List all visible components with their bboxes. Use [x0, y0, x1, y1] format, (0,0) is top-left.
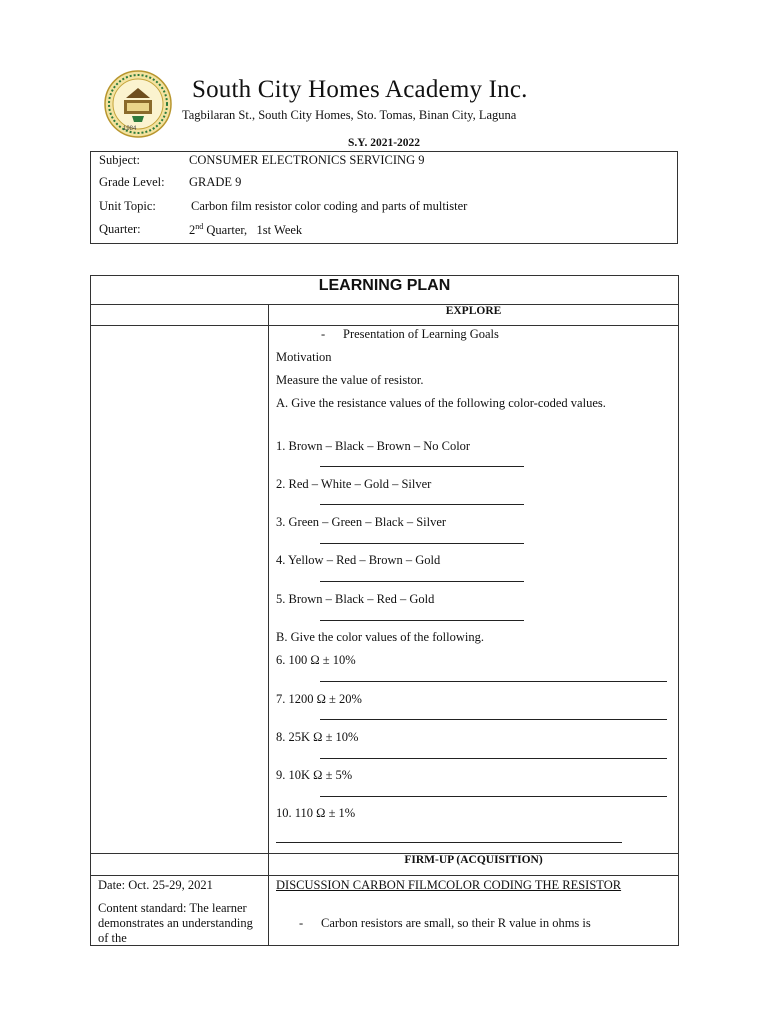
question-10: 10. 110 Ω ± 1% [276, 806, 356, 820]
lesson-date: Date: Oct. 25-29, 2021 [98, 878, 213, 892]
explore-dash: - [321, 327, 326, 341]
answer-line-10 [276, 842, 622, 843]
answer-line-9 [320, 796, 667, 797]
question-8: 8. 25K Ω ± 10% [276, 730, 359, 744]
school-year: S.Y. 2021-2022 [347, 137, 421, 149]
answer-line-6 [320, 681, 667, 682]
motivation-text: Motivation [276, 350, 332, 364]
quarter-rest: Quarter, 1st Week [203, 223, 303, 238]
answer-line-4 [320, 581, 524, 582]
school-address: Tagbilaran St., South City Homes, Sto. Tomas, Binan City, Laguna [182, 108, 517, 122]
content-standard: Content standard: The learner demonstrates an understanding of the [98, 901, 253, 945]
part-a-instructions: A. Give the resistance values of the following color-coded values. [276, 396, 606, 410]
discussion-title: DISCUSSION CARBON FILMCOLOR CODING THE RESISTOR [276, 878, 622, 892]
logo-year: 1984 [123, 126, 137, 132]
subject-label: Subject: [99, 153, 140, 167]
answer-line-7 [320, 719, 667, 720]
discussion-dash: - [299, 916, 304, 930]
unit-value: Carbon film resistor color coding and parts of multister [191, 199, 468, 213]
explore-heading: EXPLORE [445, 305, 502, 317]
question-3: 3. Green – Green – Black – Silver [276, 515, 447, 529]
subject-info-box [90, 151, 678, 244]
question-9: 9. 10K Ω ± 5% [276, 768, 353, 782]
answer-line-3 [320, 543, 524, 544]
subject-value: CONSUMER ELECTRONICS SERVICING 9 [189, 153, 425, 167]
question-5: 5. Brown – Black – Red – Gold [276, 592, 435, 606]
answer-line-5 [320, 620, 524, 621]
answer-line-8 [320, 758, 667, 759]
measure-text: Measure the value of resistor. [276, 373, 424, 387]
quarter-suffix: nd [195, 222, 204, 231]
explore-goals: Presentation of Learning Goals [343, 327, 499, 341]
learning-plan-table [90, 275, 679, 946]
learning-plan-title: LEARNING PLAN [318, 277, 451, 294]
question-7: 7. 1200 Ω ± 20% [276, 692, 362, 706]
answer-line-2 [320, 504, 524, 505]
question-1: 1. Brown – Black – Brown – No Color [276, 439, 471, 453]
grade-value: GRADE 9 [189, 175, 242, 189]
answer-line-1 [320, 466, 524, 467]
question-6: 6. 100 Ω ± 10% [276, 653, 356, 667]
unit-label: Unit Topic: [99, 199, 156, 213]
part-b-instructions: B. Give the color values of the following. [276, 630, 484, 644]
school-name: South City Homes Academy Inc. [192, 76, 528, 103]
question-4: 4. Yellow – Red – Brown – Gold [276, 553, 441, 567]
quarter-value [189, 222, 302, 238]
discussion-text: Carbon resistors are small, so their R value in ohms is [321, 916, 591, 930]
quarter-label: Quarter: [99, 222, 141, 236]
firmup-heading: FIRM-UP (ACQUISITION) [404, 854, 543, 866]
grade-label: Grade Level: [99, 175, 165, 189]
question-2: 2. Red – White – Gold – Silver [276, 477, 432, 491]
school-seal-logo [104, 70, 172, 138]
quarter-number: 2 [189, 223, 196, 238]
